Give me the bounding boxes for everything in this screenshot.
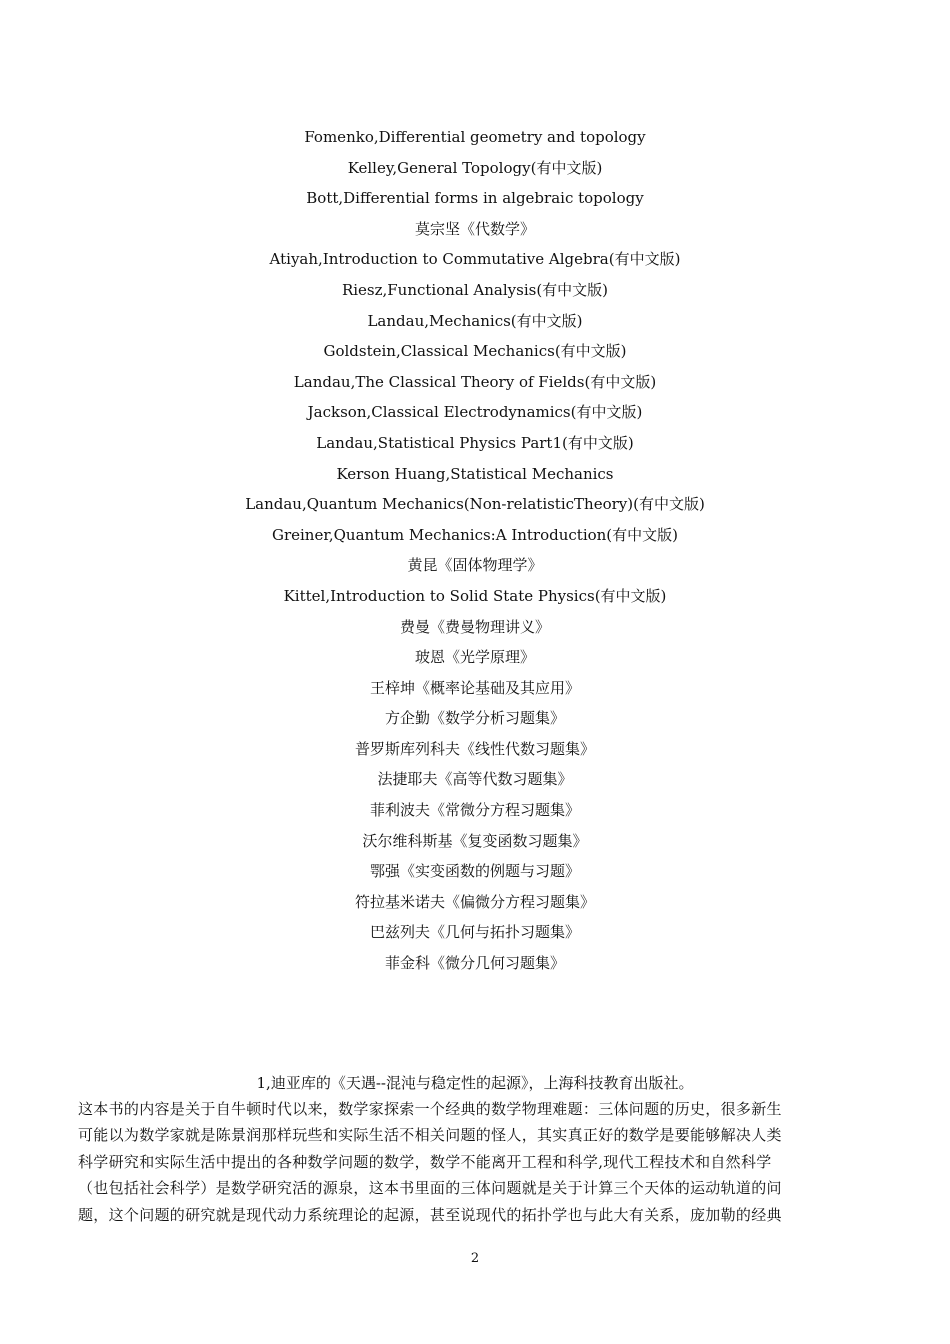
book-item: 符拉基米诺夫《偏微分方程习题集》 [354,892,595,911]
book-item: Landau,Statistical Physics Part1(有中文版) [316,433,634,452]
book-item: Bott,Differential forms in algebraic topology [306,189,644,208]
book-item: 王梓坤《概率论基础及其应用》 [369,678,580,697]
paragraph-line: 题，这个问题的研究就是现代动力系统理论的起源，甚至说现代的拓扑学也与此大有关系，庞加勒的经典 [78,1205,782,1224]
paragraph-line: 这本书的内容是关于自牛顿时代以来，数学家探索一个经典的数学物理难题：三体问题的历史，很多新生 [78,1100,782,1118]
book-item: 玻恩《光学原理》 [414,648,535,667]
book-item: 法捷耶夫《高等代数习题集》 [377,770,573,789]
book-item: Fomenko,Differential geometry and topology [304,128,646,146]
book-item: 菲利波夫《常微分方程习题集》 [369,801,580,820]
book-list [0,122,950,979]
book-item: 菲金科《微分几何习题集》 [384,954,565,973]
book-item: Landau,Mechanics(有中文版) [367,311,583,330]
book-item: Atiyah,Introduction to Commutative Algebra(有中文版) [269,250,681,269]
book-item: Landau,The Classical Theory of Fields(有中文版) [293,372,657,391]
book-item: 莫宗坚《代数学》 [414,219,535,238]
paragraph-line: 科学研究和实际生活中提出的各种数学问题的数学，数学不能离开工程和科学,现代工程技术和自然科学 [78,1152,772,1171]
book-item: Jackson,Classical Electrodynamics(有中文版) [307,403,643,422]
book-item: Goldstein,Classical Mechanics(有中文版) [323,342,627,361]
book-item: 费曼《费曼物理讲义》 [399,617,550,636]
book-item: Riesz,Functional Analysis(有中文版) [341,280,609,299]
book-item: 鄂强《实变函数的例题与习题》 [369,862,580,881]
page-number: 2 [470,1251,480,1266]
book-item: 黄昆《固体物理学》 [407,556,543,575]
book-item: 普罗斯库列科夫《线性代数习题集》 [354,739,595,758]
book-item: 沃尔维科斯基《复变函数习题集》 [362,831,588,850]
book-item: Greiner,Quantum Mechanics:A Introduction(有中文版) [271,525,679,544]
book-item: Kelley,General Topology(有中文版) [347,158,603,177]
paragraph-line: 可能以为数学家就是陈景润那样玩些和实际生活不相关问题的怪人，其实真正好的数学是要能够解决人类 [78,1126,782,1145]
review-paragraph [78,1096,872,1228]
paragraph-line: （也包括社会科学）是数学研究活的源泉，这本书里面的三体问题就是关于计算三个天体的运动轨道的问 [78,1179,782,1198]
book-review-section [78,1070,872,1228]
book-item: 方企勤《数学分析习题集》 [384,709,565,728]
book-item: Kerson Huang,Statistical Mechanics [336,464,614,483]
section-heading: 1,迪亚库的《天遇--混沌与稳定性的起源》，上海科技教育出版社。 [256,1074,694,1092]
book-item: Kittel,Introduction to Solid State Physics(有中文版) [283,586,667,605]
book-item: Landau,Quantum Mechanics(Non-relatisticTheory)(有中文版) [245,495,705,514]
book-item: 巴兹列夫《几何与拓扑习题集》 [369,923,580,942]
